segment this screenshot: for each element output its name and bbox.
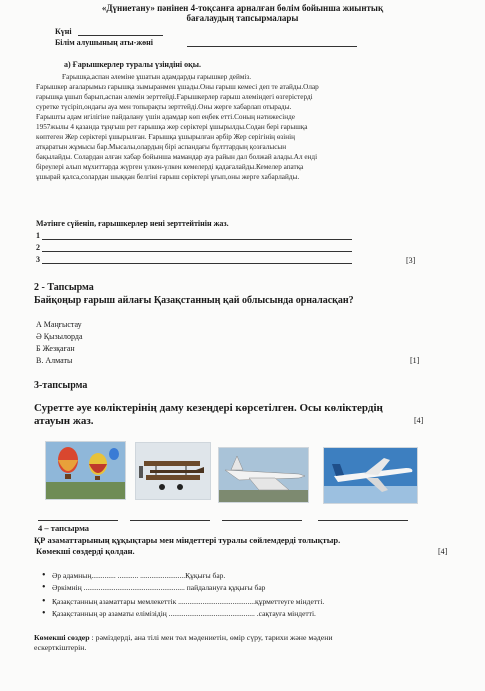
task1-text-line: Ғарышкер ағаларымыз ғарышқа зымыранмен ұшады.Оны ғарыш кемесі деп те атайды.Олар <box>36 83 319 91</box>
task1-text-line: Ғарышқа,аспан әлеміне ұшатын адамдарды ғарышкер дейміз. <box>62 73 252 81</box>
passenger-airliner-image <box>323 447 418 504</box>
biplane-image <box>135 442 211 500</box>
picture-answer-line-2[interactable] <box>130 520 210 521</box>
task2-option-b[interactable]: Б Жезқаған <box>36 344 75 353</box>
helper-words-cont: ескерткіштерін. <box>34 643 87 652</box>
task1-question: Мәтінге сүйеніп, ғарышкерлер нені зерттейтінін жаз. <box>36 219 229 228</box>
task1-text-line: ғарышқа ұшып барып,аспан әлемін зерттейді.Ғарышкерлер ғарыш әлеміндегі өзгерістерді <box>36 93 313 101</box>
name-line[interactable] <box>187 46 357 47</box>
task3-title: 3-тапсырма <box>34 380 88 391</box>
header-title-line1: «Дүниетану» пәнінен 4-тоқсанға арналған бөлім бойынша жиынтық <box>101 3 384 13</box>
answer-line-3[interactable] <box>42 263 352 264</box>
answer-line-number: 2 <box>36 243 40 252</box>
task3-question-line2: атауын жаз. <box>34 415 94 427</box>
day-line[interactable] <box>78 35 163 36</box>
task4-sentence[interactable]: • Қазақстанның әр азаматы елімізідің .............................................. .сақтауға міндетті. <box>52 609 452 619</box>
task1-text-line: көптеген Жер серіктері ұшырылған. Ғарышқа ұшырылған әрбір Жер серігінің өзінің <box>36 133 295 141</box>
task4-sentence[interactable]: • Қазақстанның азаматтары мемлекеттік .........................................құрметтеуге міндетті. <box>52 597 452 607</box>
helper-words <box>34 633 454 643</box>
helper-words-label: Көмекші сөздер <box>34 633 90 642</box>
task1-text-line: бақылайды. Солардан алған хабар бойынша мамандар ауа райын дал болжай алады.Ал енді <box>36 153 318 161</box>
task1-subtitle: а) Ғарышкерлер туралы үзіндіні оқы. <box>64 60 201 69</box>
task3-score: [4] <box>414 416 424 425</box>
task2-question: Байқоңыр ғарыш айлағы Қазақстанның қай облысында орналасқан? <box>34 295 354 306</box>
task1-score: [3] <box>406 256 416 265</box>
task2-score: [1] <box>410 356 420 365</box>
task4-score: [4] <box>438 547 448 556</box>
task2-option-a[interactable]: А Маңғыстау <box>36 320 82 329</box>
picture-answer-line-1[interactable] <box>38 520 118 521</box>
task4-sentence[interactable]: • Әркімнің ...................................................... пайдалануға құқығы бар <box>52 583 452 593</box>
task2-title: 2 - Тапсырма <box>34 282 94 293</box>
task4-sentence[interactable]: • Әр адамның............. ........... ........................Құқығы бар. <box>52 571 452 581</box>
answer-line-number: 3 <box>36 255 40 264</box>
task1-text-line: Ғарышты адам игілігіне пайдалану үшін адамдар көп еңбек етті.Соның нәтижесінде <box>36 113 295 121</box>
task3-question-line1: Суретте әуе көліктерінің даму кезеңдері көрсетілген. Осы көліктердің <box>34 402 383 414</box>
task1-text-line: біреулері алып мұхиттарда жүрген үлкен-үлкен кемелерді қадағалайды.Кемелер апатқа <box>36 163 304 171</box>
hot-air-balloon-image <box>45 441 126 500</box>
answer-line-2[interactable] <box>42 251 352 252</box>
task2-option-v[interactable]: В. Алматы <box>36 356 73 365</box>
helper-words-list: : рәміздерді, ана тілі мен төл мәдениетін, өмір сүру, тарихи және мәдени <box>89 633 333 642</box>
header-title-line2: бағалаудың тапсырмалары <box>186 13 299 23</box>
picture-answer-line-3[interactable] <box>222 520 302 521</box>
task2-option-ae[interactable]: Ә Қызылорда <box>36 332 83 341</box>
day-label: Күні <box>55 27 72 36</box>
task1-text-line: атқаратын жұмысы бар.Мысалы,олардың бірі аспандағы бұлттардың қозғалысын <box>36 143 287 151</box>
answer-line-1[interactable] <box>42 239 352 240</box>
task1-text-line: ұшырай қалса,солардан шыққан белгіні ғарыш серіктері ұғып,оны жерге хабарлайды. <box>36 173 300 181</box>
task4-hint: Көмекші сөздерді қолдан. <box>36 546 135 556</box>
supersonic-jet-image <box>218 447 309 503</box>
task1-text-line: 1957жылы 4 қазанда тұңғыш рет ғарышқа жер серіктері ұшырылды.Содан бері ғарышқа <box>36 123 308 131</box>
task4-title: 4 – тапсырма <box>38 523 90 533</box>
name-label: Білім алушының аты-жөні <box>55 38 153 47</box>
picture-answer-line-4[interactable] <box>318 520 408 521</box>
task1-text-line: суретке түсіріп,ондағы ауа мен топырақты зерттейді.Оны жерге хабарлап отырады. <box>36 103 292 111</box>
answer-line-number: 1 <box>36 231 40 240</box>
task4-question: ҚР азаматтарының құқықтары мен міндеттері туралы сөйлемдерді толықтыр. <box>34 535 341 545</box>
